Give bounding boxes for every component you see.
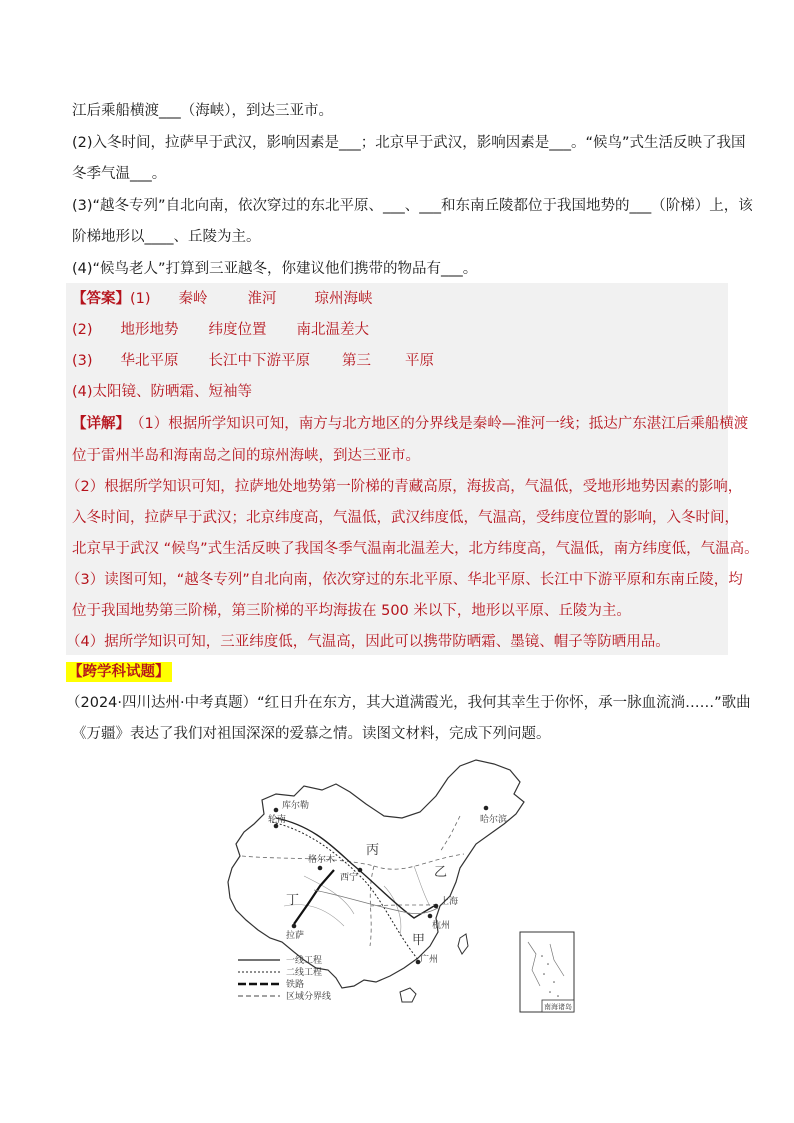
detail-label: 【详解】: [72, 416, 130, 432]
answer-cell: 纬度位置: [208, 322, 267, 338]
city-label: 格尔木: [308, 855, 336, 865]
answer-cell: (3): [72, 353, 93, 369]
city-dot: [428, 914, 433, 919]
city-label: 库尔勒: [282, 801, 310, 811]
hainan-island: [400, 988, 416, 1002]
detail-line-8: （4）据所学知识可知，三亚纬度低，气温高，因此可以携带防晒霜、墨镜、帽子等防晒用品。: [66, 634, 670, 650]
detail-line-6: （3）读图可知，“越冬专列”自北向南，依次穿过的东北平原、华北平原、长江中下游平原和东南丘陵，均: [66, 572, 743, 588]
city-dot: [274, 808, 279, 813]
question-line-3: 冬季气温___。: [72, 166, 167, 182]
detail-line-4: 入冬时间，拉萨早于武汉；北京纬度高，气温低，武汉纬度低，气温高，受纬度位置的影响，入冬时间，: [72, 510, 739, 526]
inset-coast: [528, 942, 564, 986]
legend-label: 一线工程: [286, 956, 323, 966]
pipeline-line-1: [276, 818, 434, 918]
city-label: 西宁: [340, 873, 359, 883]
answer-cell: 第三: [342, 353, 372, 369]
city-label: 哈尔滨: [480, 815, 508, 825]
answer-label: 【答案】: [72, 291, 130, 307]
detail-line-1: [72, 414, 748, 434]
intro-line-2: 《万疆》表达了我们对祖国深深的爱慕之情。读图文材料，完成下列问题。: [72, 726, 551, 742]
region-label: 丁: [286, 893, 300, 908]
detail-text: （1）根据所学知识可知，南方与北方地区的分界线是秦岭—淮河一线；抵达广东湛江后乘船横渡: [130, 416, 749, 432]
region-boundary: [374, 854, 464, 869]
question-line-1: 江后乘船横渡___（海峡），到达三亚市。: [72, 103, 333, 119]
region-boundary: [440, 816, 460, 852]
city-dot: [434, 904, 439, 909]
city-label: 轮南: [268, 815, 287, 825]
city-dot: [484, 806, 489, 811]
pipeline-line-2: [272, 822, 420, 962]
taiwan-island: [458, 934, 468, 954]
detail-line-3: （2）根据所学知识可知，拉萨地处地势第一阶梯的青藏高原，海拔高，气温低，受地形地势因素的影响，: [66, 479, 743, 495]
city-label: 广州: [420, 955, 439, 965]
region-label: 乙: [434, 865, 448, 880]
city-label: 拉萨: [286, 931, 305, 941]
answer-cell: 南北温差大: [296, 322, 370, 338]
answer-cell: 地形地势: [120, 322, 179, 338]
river: [314, 890, 438, 914]
answer-cell: (1): [130, 291, 151, 307]
answer-row-1: [72, 289, 373, 309]
answer-cell: 琼州海峡: [314, 291, 373, 307]
city-label: 上海: [440, 897, 459, 907]
country-outline: [228, 760, 524, 988]
answer-row-4: (4)太阳镜、防晒霜、短袖等: [72, 384, 253, 400]
detail-line-2: 位于雷州半岛和海南岛之间的琼州海峡，到达三亚市。: [72, 448, 420, 464]
answer-cell: 长江中下游平原: [208, 353, 311, 369]
answer-cell: 平原: [405, 353, 435, 369]
question-line-6: (4)“候鸟老人”打算到三亚越冬，你建议他们携带的物品有___。: [72, 261, 478, 277]
question-line-2: (2)入冬时间，拉萨早于武汉，影响因素是___；北京早于武汉，影响因素是___。“候鸟”式生活反映了我国: [72, 135, 746, 151]
region-label: 丙: [366, 843, 380, 858]
city-dot: [318, 866, 323, 871]
legend-label: 区域分界线: [286, 992, 332, 1002]
answer-cell: 淮河: [247, 291, 277, 307]
answer-cell: 秦岭: [178, 291, 208, 307]
inset-islands: [541, 955, 559, 997]
railway: [294, 870, 334, 924]
china-map-figure: [224, 756, 580, 1014]
legend-label: 二线工程: [286, 968, 323, 978]
answer-cell: (2): [72, 322, 93, 338]
region-label: 甲: [412, 933, 426, 948]
inset-label: 南海诸岛: [544, 1003, 572, 1011]
city-dot: [292, 924, 297, 929]
legend-label: 铁路: [286, 980, 305, 990]
section-tag: 【跨学科试题】: [68, 664, 170, 680]
question-line-4: (3)“越冬专列”自北向南，依次穿过的东北平原、___、___和东南丘陵都位于我国地势的___（阶梯）上，该: [72, 198, 753, 214]
answer-row-2: [72, 320, 369, 340]
detail-line-7: 位于我国地势第三阶梯，第三阶梯的平均海拔在 500 米以下，地形以平原、丘陵为主。: [72, 603, 631, 619]
detail-line-5: 北京早于武汉 “候鸟”式生活反映了我国冬季气温南北温差大，北方纬度高，气温低，南方纬度低，气温高。: [72, 541, 759, 557]
answer-row-3: [72, 351, 434, 371]
intro-line-1: （2024·四川达州·中考真题）“红日升在东方，其大道满霞光，我何其幸生于你怀，承一脉血流淌……”歌曲: [66, 695, 751, 711]
city-dot: [358, 868, 363, 873]
question-line-5: 阶梯地形以____、丘陵为主。: [72, 229, 261, 245]
china-map: [224, 756, 580, 1014]
city-label: 杭州: [432, 921, 451, 931]
answer-cell: 华北平原: [120, 353, 179, 369]
